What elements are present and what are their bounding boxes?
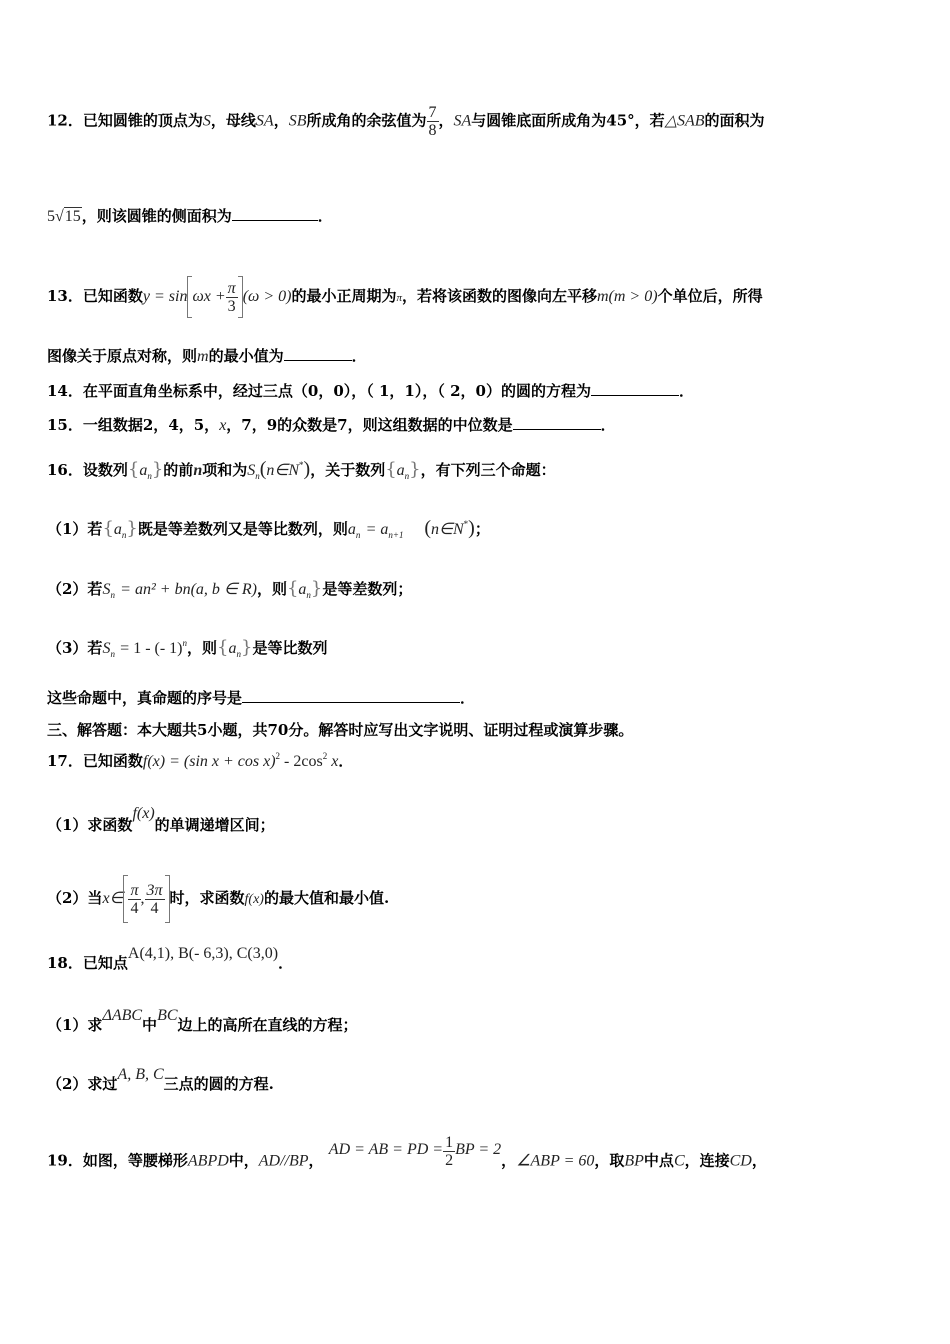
- pi-over-3: $\frac{\pi}{3}$: [227, 279, 236, 315]
- q12-answer-blank[interactable]: [232, 206, 318, 221]
- q16-prop3: （3）若$S_n = 1$ - (- 1)$^n$，则$\{a_n\}$是等比数列: [47, 637, 328, 659]
- q14-line: 14．在平面直角坐标系中，经过三点（0，0），（ 1，1），（ 2，0）的圆的方程为 ．: [47, 382, 694, 400]
- q18-line1: 18．已知点A(4,1), B(- 6,3), C(3,0)．: [47, 945, 294, 972]
- q17-line1: 17．已知函数f(x) = (sin $x + \cos x)^2 - 2\cos^2$ x．: [47, 751, 354, 770]
- q19-line1: 19．如图，等腰梯形ABPD中，AD//BP， AD = AB = PD = $\frac{1}{2}$ BP = 2，∠ABP = 60，取BP中点C，连接CD，: [47, 1134, 767, 1170]
- q16-prop1: （1）若$\{a_n\}$既是等差数列又是等比数列，则$a_n = a_{n+1}$ (n∈N*)；: [47, 517, 490, 540]
- area-value: 5√15: [47, 208, 81, 225]
- q15-number: 15．: [47, 416, 83, 434]
- pi-over-4: $\frac{\pi}{4}$: [130, 881, 139, 917]
- q15-answer-blank[interactable]: [513, 415, 601, 430]
- q12-line2: 5√15，则该圆锥的侧面积为 ．: [47, 207, 333, 225]
- q14-answer-blank[interactable]: [591, 381, 679, 396]
- q18-part2: （2）求过A, B, C三点的圆的方程.: [47, 1066, 274, 1093]
- q17-part2: （2）当x∈ $\frac{\pi}{4}$ , $\frac{3\pi}{4}$ 时，求函数f(x)的最大值和最小值.: [47, 875, 930, 923]
- q13-number: 13．: [47, 287, 83, 305]
- q16-question: 这些命题中，真命题的序号是 ．: [47, 689, 476, 707]
- one-half: $\frac{1}{2}$: [445, 1134, 454, 1169]
- q16-line1: 16．设数列$\{a_n\}$的前n项和为$S_n(n\in N^*)$，关于数列$\{a_n\}$，有下列三个命题：: [47, 458, 556, 481]
- q16-prop2: （2）若$S_n = an^2 + bn(a$, b ∈ R)，则$\{a_n\}$是等差数列；: [47, 578, 413, 600]
- q16-answer-blank[interactable]: [242, 688, 460, 703]
- q19-number: 19．: [47, 1151, 83, 1170]
- q13-answer-blank[interactable]: [284, 346, 352, 361]
- q18-number: 18．: [47, 954, 83, 972]
- q13-line2: 图像关于原点对称，则m的最小值为 ．: [47, 347, 367, 365]
- q17-number: 17．: [47, 752, 83, 770]
- q15-line: 15．一组数据2，4，5，x，7，9的众数是7，则这组数据的中位数是 ．: [47, 416, 616, 434]
- q14-number: 14．: [47, 382, 83, 400]
- q18-part1: （1）求ΔABC中BC边上的高所在直线的方程；: [47, 1007, 358, 1034]
- q13-line1: 13．已知函数y = sin ωx + $\frac{\pi}{3}$ (ω > 0)的最小正周期为π，若将该函数的图像向左平移m(m > 0)个单位后，所得: [47, 276, 930, 318]
- q17-part1: （1）求函数f(x)的单调递增区间；: [47, 805, 275, 834]
- 3pi-over-4: $\frac{3\pi}{4}$: [146, 881, 163, 917]
- q12-fraction: $\frac{7}{8}$: [428, 104, 437, 139]
- section-3-heading: 三、解答题：本大题共5小题，共70分。解答时应写出文字说明、证明过程或演算步骤。: [47, 721, 634, 739]
- q12-line1: 12．已知圆锥的顶点为S，母线SA，SB所成角的余弦值为 $\frac{7}{8}$ ，SA与圆锥底面所成角为45°，若△SAB的面积为: [47, 104, 765, 139]
- q16-number: 16．: [47, 461, 83, 479]
- q12-number: 12．: [47, 111, 83, 130]
